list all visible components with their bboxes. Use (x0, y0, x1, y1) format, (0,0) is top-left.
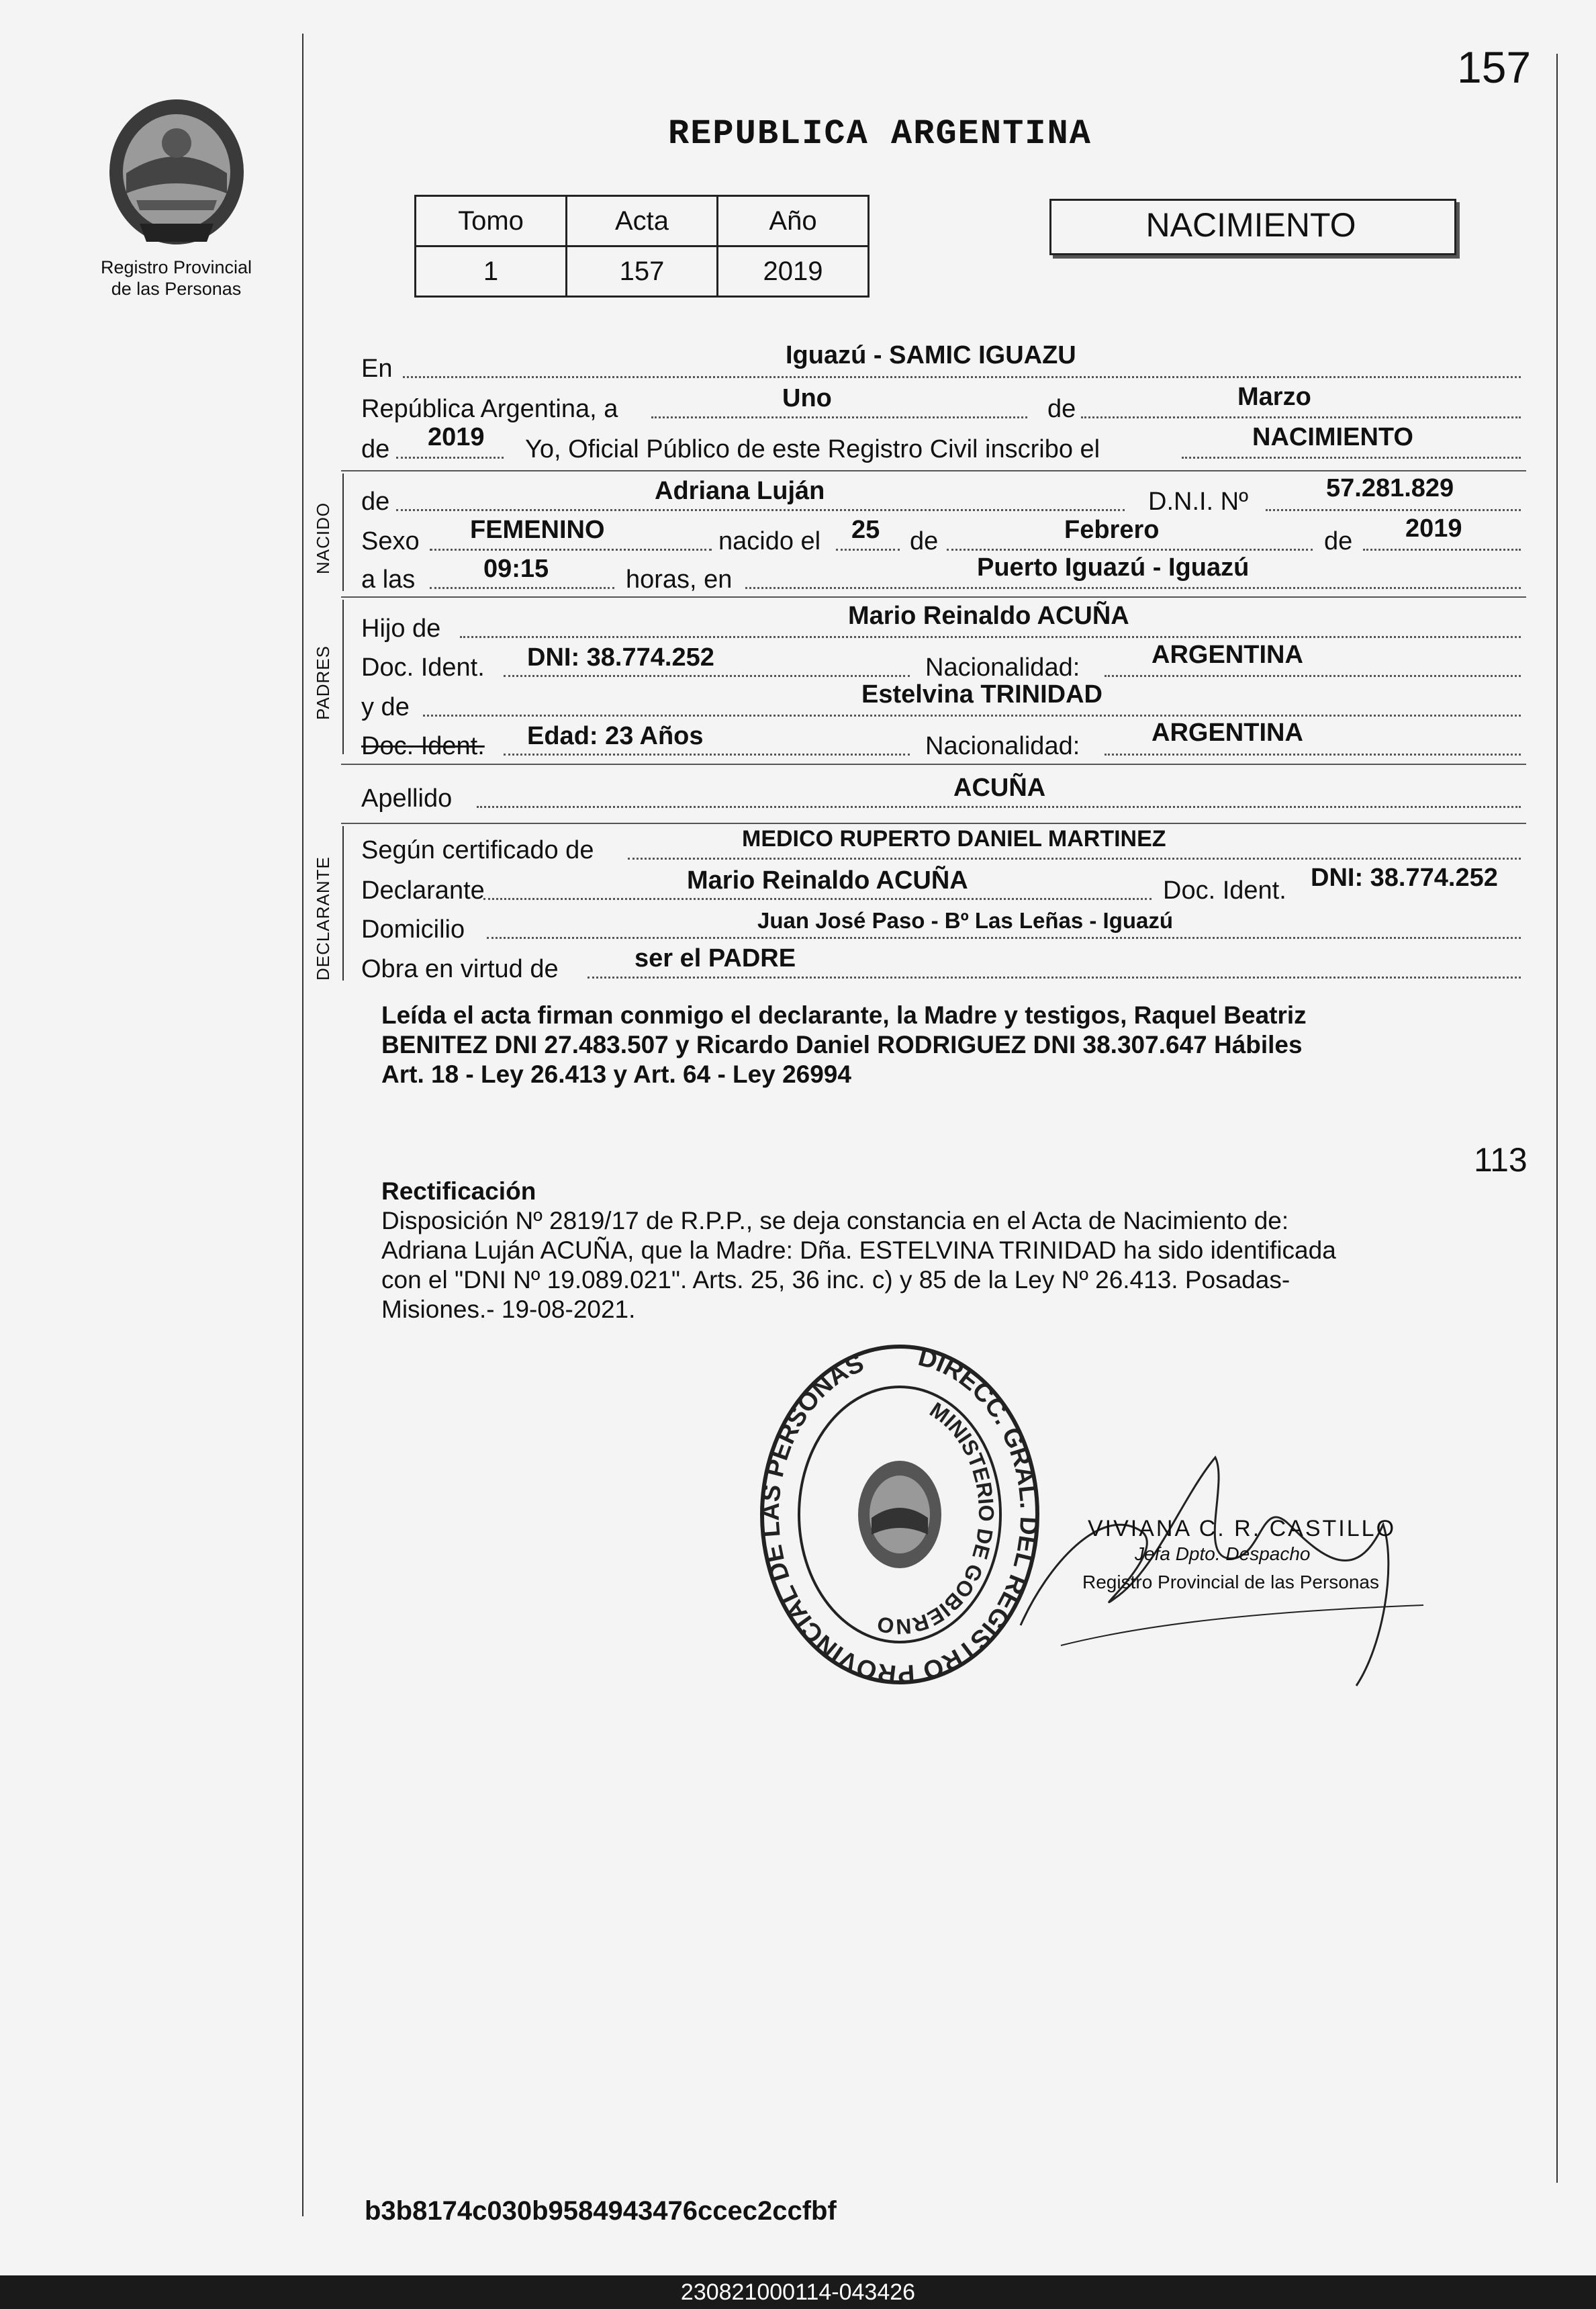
anio-value: 2019 (718, 246, 869, 297)
value-mes: Marzo (1237, 383, 1311, 411)
dots-padre (460, 636, 1521, 638)
label-de1: de (1047, 395, 1076, 423)
dots-madre-doc (504, 754, 910, 756)
margin-number: 113 (1474, 1141, 1528, 1179)
rectificacion-line-4: Misiones.- 19-08-2021. (381, 1296, 636, 1323)
rectificacion-line-2: Adriana Luján ACUÑA, que la Madre: Dña. ESTELVINA TRINIDAD ha sido identificada (381, 1236, 1336, 1264)
dots-en (403, 376, 1521, 378)
label-de-nombre: de (361, 488, 390, 516)
dots-mes-nac (947, 549, 1313, 551)
dots-madre (423, 715, 1521, 717)
label-nacionalidad-1: Nacionalidad: (925, 653, 1080, 682)
act-type: NACIMIENTO (1145, 206, 1356, 244)
page-number: 157 (1457, 42, 1532, 92)
label-declarante: Declarante (361, 876, 485, 905)
dots-domicilio (487, 937, 1521, 939)
signer-name: VIVIANA C. R. CASTILLO (1088, 1516, 1397, 1541)
side-label-declarante: DECLARANTE (313, 856, 333, 981)
acta-header: Acta (567, 196, 718, 246)
tomo-value: 1 (416, 246, 567, 297)
label-nacionalidad-2: Nacionalidad: (925, 732, 1080, 760)
label-a-las: a las (361, 565, 416, 594)
dots-madre-nac (1105, 754, 1521, 756)
value-padre-nac: ARGENTINA (1152, 641, 1303, 669)
dots-lugar-nac (745, 587, 1521, 589)
logo-caption-line2: de las Personas (111, 279, 242, 299)
label-dni: D.N.I. Nº (1148, 488, 1248, 516)
label-yo: Yo, Oficial Público de este Registro Civil inscribo el (525, 435, 1100, 463)
label-en: En (361, 355, 393, 383)
label-obra: Obra en virtud de (361, 955, 559, 983)
closing-line-1: Leída el acta firman conmigo el declarante, la Madre y testigos, Raquel Beatriz (381, 1001, 1307, 1029)
rectificacion-line-1: Disposición Nº 2819/17 de R.P.P., se deja constancia en el Acta de Nacimiento de: (381, 1207, 1289, 1234)
value-dia-nac: 25 (851, 516, 880, 544)
dots-sexo (430, 549, 712, 551)
dots-dni (1266, 509, 1521, 511)
label-republica: República Argentina, a (361, 395, 618, 423)
value-mes-nac: Febrero (1064, 516, 1160, 544)
value-declarante-doc: DNI: 38.774.252 (1311, 864, 1498, 892)
dots-mes (1081, 416, 1521, 418)
dots-padre-nac (1105, 675, 1521, 677)
divider-2 (341, 596, 1526, 598)
label-sexo: Sexo (361, 527, 420, 555)
dots-obra (588, 977, 1521, 979)
value-madre-nac: ARGENTINA (1152, 719, 1303, 747)
value-apellido: ACUÑA (953, 774, 1046, 802)
value-anio-nac: 2019 (1405, 514, 1462, 543)
dots-declarante (483, 898, 1152, 900)
dots-dia-nac (836, 549, 900, 551)
value-nombre: Adriana Luján (655, 477, 825, 505)
value-acto: NACIMIENTO (1252, 423, 1413, 451)
divider-1 (341, 470, 1526, 471)
bracket-padres (342, 600, 344, 754)
value-declarante: Mario Reinaldo ACUÑA (687, 866, 968, 895)
document-title: REPUBLICA ARGENTINA (668, 114, 1092, 154)
bracket-nacido (342, 473, 344, 591)
value-hora: 09:15 (483, 555, 549, 583)
signer-title: Jefa Dpto. Despacho (1135, 1543, 1311, 1564)
label-de-mes: de (910, 527, 939, 555)
dots-apellido (477, 806, 1521, 808)
footer-code: 230821000114-043426 (680, 2279, 916, 2305)
value-padre: Mario Reinaldo ACUÑA (848, 602, 1129, 630)
value-sexo: FEMENINO (470, 516, 605, 544)
dots-anio-nac (1363, 549, 1521, 551)
label-segun: Según certificado de (361, 836, 594, 864)
signer-office: Registro Provincial de las Personas (1082, 1572, 1379, 1592)
province-seal-icon (99, 93, 254, 251)
document-hash: b3b8174c030b9584943476ccec2ccfbf (365, 2196, 837, 2226)
value-padre-doc: DNI: 38.774.252 (527, 643, 714, 672)
value-lugar-nac: Puerto Iguazú - Iguazú (977, 553, 1250, 582)
closing-line-2: BENITEZ DNI 27.483.507 y Ricardo Daniel RODRIGUEZ DNI 38.307.647 Hábiles (381, 1031, 1303, 1058)
divider-3 (341, 764, 1526, 765)
value-dni: 57.281.829 (1326, 474, 1454, 502)
value-obra: ser el PADRE (635, 944, 796, 972)
label-nacido-el: nacido el (718, 527, 821, 555)
official-stamp (752, 1337, 1047, 1692)
rectificacion-title: Rectificación (381, 1177, 536, 1205)
value-madre-doc: Edad: 23 Años (527, 722, 704, 750)
bracket-declarante (342, 826, 344, 981)
value-madre: Estelvina TRINIDAD (861, 680, 1102, 709)
value-lugar: Iguazú - SAMIC IGUAZU (786, 341, 1076, 369)
anio-header: Año (718, 196, 869, 246)
stamp-inner-text: MINISTERIO DE GOBIERNO (875, 1397, 998, 1639)
label-doc-ident-1: Doc. Ident. (361, 653, 485, 682)
dots-acto (1182, 457, 1521, 459)
label-y-de: y de (361, 693, 410, 721)
label-domicilio: Domicilio (361, 915, 465, 944)
dots-dia (651, 416, 1027, 418)
label-doc-ident-3: Doc. Ident. (1163, 876, 1286, 905)
label-de2: de (361, 435, 390, 463)
dots-nombre (396, 509, 1125, 511)
label-apellido: Apellido (361, 784, 453, 813)
dots-padre-doc (504, 675, 910, 677)
value-dia: Uno (782, 384, 832, 412)
right-margin-line (1556, 54, 1558, 2183)
acta-value: 157 (567, 246, 718, 297)
rectificacion-line-3: con el "DNI Nº 19.089.021". Arts. 25, 36 inc. c) y 85 de la Ley Nº 26.413. Posadas- (381, 1266, 1290, 1294)
label-doc-ident-2: Doc. Ident. (361, 732, 485, 760)
dots-certificado (628, 858, 1521, 860)
value-certificado: MEDICO RUPERTO DANIEL MARTINEZ (742, 826, 1166, 852)
tomo-header: Tomo (416, 196, 567, 246)
register-table (414, 195, 870, 298)
divider-4 (341, 823, 1526, 824)
logo-caption-line1: Registro Provincial (100, 257, 252, 277)
dots-anio (396, 457, 504, 459)
label-horas-en: horas, en (626, 565, 733, 594)
label-hijo-de: Hijo de (361, 615, 441, 643)
stamp-outer-text: DIRECC. GRAL. DEL REGISTRO PROVINCIAL DE LAS PERSONAS (756, 1343, 1043, 1688)
label-de-anio: de (1324, 527, 1353, 555)
side-label-padres: PADRES (313, 645, 333, 720)
side-label-nacido: NACIDO (313, 502, 333, 574)
left-margin-line (302, 34, 303, 2216)
value-anio: 2019 (428, 423, 485, 451)
value-domicilio: Juan José Paso - Bº Las Leñas - Iguazú (757, 908, 1174, 933)
dots-hora (430, 587, 614, 589)
closing-line-3: Art. 18 - Ley 26.413 y Art. 64 - Ley 26994 (381, 1060, 851, 1088)
